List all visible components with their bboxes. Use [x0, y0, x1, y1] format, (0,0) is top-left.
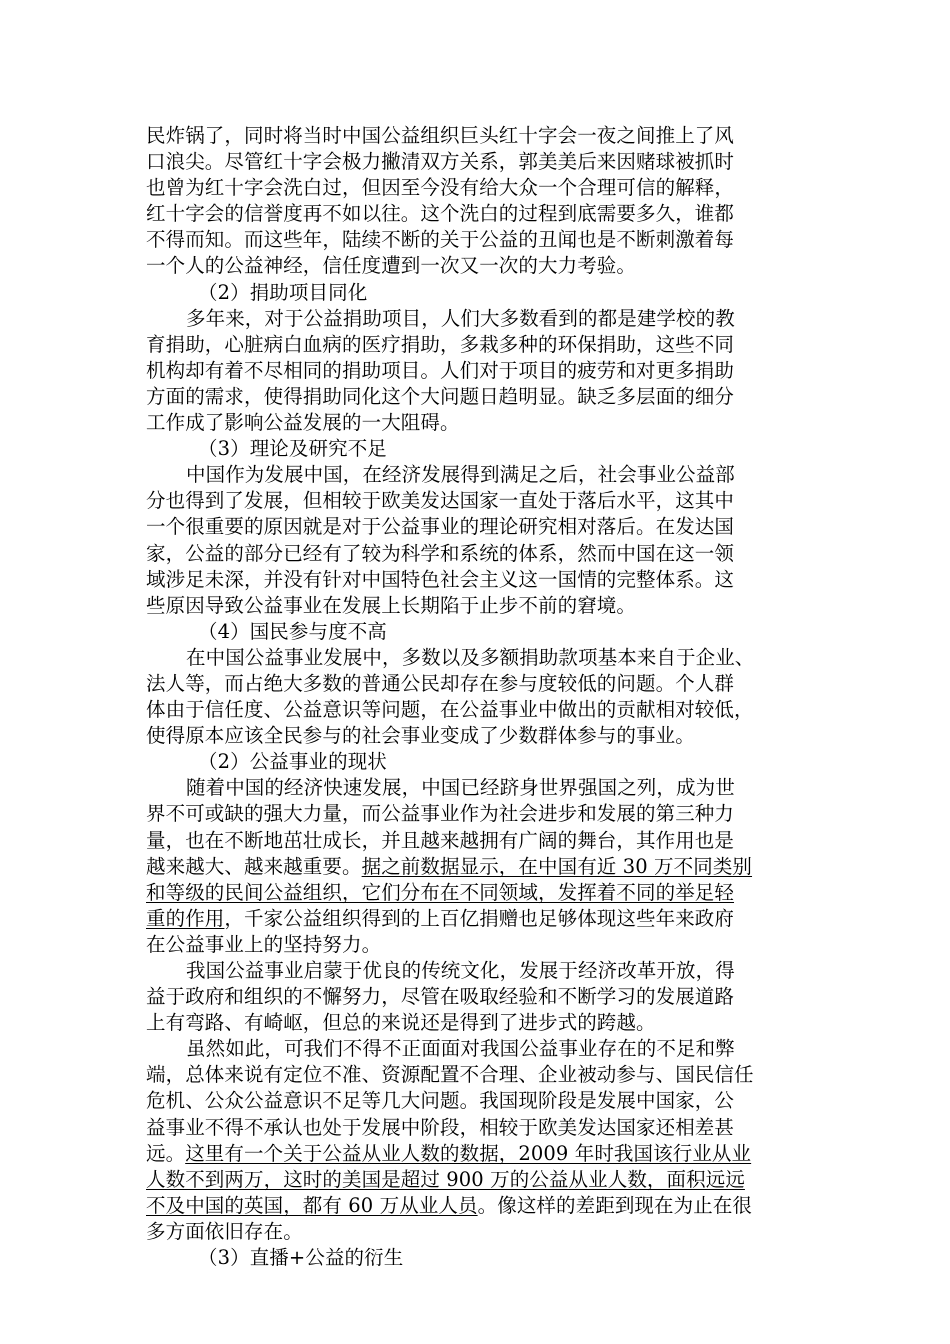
text-line: 红十字会的信誉度再不如以往。这个洗白的过程到底需要多久，谁都 [146, 202, 735, 226]
paragraph-first-line: 在中国公益事业发展中，多数以及多额捐助款项基本来自于企业、 [186, 645, 755, 669]
document-body [146, 123, 814, 1271]
text-line [146, 880, 814, 906]
paragraph-first-line: 多年来，对于公益捐助项目，人们大多数看到的都是建学校的教 [186, 306, 735, 330]
underlined-text: 据之前数据显示，在中国有近 30 万不同类别 [361, 854, 753, 878]
text-line: 益事业不得不承认也处于发展中阶段，相较于欧美发达国家还相差甚 [146, 1115, 735, 1139]
text-line: 些原因导致公益事业在发展上长期陷于止步不前的窘境。 [146, 593, 637, 617]
text-line: 民炸锅了，同时将当时中国公益组织巨头红十字会一夜之间推上了风 [146, 124, 735, 147]
paragraph-first-line: 我国公益事业启蒙于优良的传统文化，发展于经济改革开放，得 [186, 959, 735, 982]
text-line: 育捐助，心脏病白血病的医疗捐助，多栽多种的环保捐助，这些不同 [146, 332, 735, 356]
text-line: 量，也在不断地茁壮成长，并且越来越拥有广阔的舞台，其作用也是 [146, 828, 735, 852]
paragraph-first-line: 中国作为发展中国，在经济发展得到满足之后，社会事业公益部 [186, 463, 735, 487]
text-segment: ，千家公益组织得到的上百亿捐赠也足够体现这些年来政府 [224, 906, 735, 930]
section-heading: （2）捐助项目同化 [198, 280, 368, 304]
text-line: 机构却有着不尽相同的捐助项目。人们对于项目的疲劳和对更多捐助 [146, 358, 735, 382]
text-line [146, 906, 814, 932]
text-line [146, 1167, 814, 1193]
underlined-text: 和等级的民间公益组织，它们分布在不同领域，发挥着不同的举足轻 [146, 880, 735, 904]
section-heading: （3）理论及研究不足 [198, 437, 387, 461]
paragraph-first-line: 随着中国的经济快速发展，中国已经跻身世界强国之列，成为世 [186, 776, 735, 800]
text-segment: 。像这样的差距到现在为止在很 [477, 1193, 753, 1217]
text-line: 分也得到了发展，但相较于欧美发达国家一直处于落后水平，这其中 [146, 489, 735, 513]
text-line: 不得而知。而这些年，陆续不断的关于公益的丑闻也是不断刺激着每 [146, 228, 735, 252]
text-line [146, 1193, 814, 1219]
text-line: 益于政府和组织的不懈努力，尽管在吸取经验和不断学习的发展道路 [146, 985, 735, 1009]
text-line: 一个人的公益神经，信任度遭到一次又一次的大力考验。 [146, 254, 637, 278]
text-line: 界不可或缺的强大力量，而公益事业作为社会进步和发展的第三种力 [146, 802, 735, 826]
text-line: 法人等，而占绝大多数的普通公民却存在参与度较低的问题。个人群 [146, 671, 735, 695]
text-line: 工作成了影响公益发展的一大阻碍。 [146, 411, 460, 435]
underlined-text: 人数不到两万，这时的美国是超过 900 万的公益从业人数，面积远远 [146, 1167, 745, 1191]
text-line: 一个很重要的原因就是对于公益事业的理论研究相对落后。在发达国 [146, 515, 735, 539]
text-line: 端，总体来说有定位不准、资源配置不合理、企业被动参与、国民信任 [146, 1063, 754, 1087]
section-heading: （4）国民参与度不高 [198, 619, 387, 643]
text-line: 使得原本应该全民参与的社会事业变成了少数群体参与的事业。 [146, 724, 695, 748]
text-segment: 远。 [146, 1141, 186, 1165]
text-line [146, 854, 814, 880]
text-line: 域涉足未深，并没有针对中国特色社会主义这一国情的完整体系。这 [146, 567, 735, 591]
text-line: 方面的需求，使得捐助同化这个大问题日趋明显。缺乏多层面的细分 [146, 384, 735, 408]
section-heading: （2）公益事业的现状 [198, 750, 387, 774]
paragraph-first-line: 虽然如此，可我们不得不正面面对我国公益事业存在的不足和弊 [186, 1037, 735, 1061]
text-line: 家，公益的部分已经有了较为科学和系统的体系，然而中国在这一领 [146, 541, 735, 565]
text-line: 在公益事业上的坚持努力。 [146, 932, 382, 956]
underlined-text: 这里有一个关于公益从业人数的数据，2009 年时我国该行业从业 [185, 1141, 752, 1165]
text-segment: 越来越大、越来越重要。 [146, 854, 362, 878]
text-line: 体由于信任度、公益意识等问题，在公益事业中做出的贡献相对较低， [146, 698, 754, 722]
underlined-text: 重的作用 [146, 906, 225, 930]
text-line: 口浪尖。尽管红十字会极力撇清双方关系，郭美美后来因赌球被抓时 [146, 150, 735, 174]
text-line: 也曾为红十字会洗白过，但因至今没有给大众一个合理可信的解释， [146, 176, 735, 200]
text-line: 危机、公众公益意识不足等几大问题。我国现阶段是发展中国家，公 [146, 1089, 735, 1113]
underlined-text: 不及中国的英国，都有 60 万从业人员 [146, 1193, 478, 1217]
text-line: 多方面依旧存在。 [146, 1219, 303, 1243]
text-line [146, 1141, 814, 1167]
section-heading: （3）直播+公益的衍生 [198, 1246, 404, 1270]
text-line: 上有弯路、有崎岖，但总的来说还是得到了进步式的跨越。 [146, 1011, 656, 1035]
